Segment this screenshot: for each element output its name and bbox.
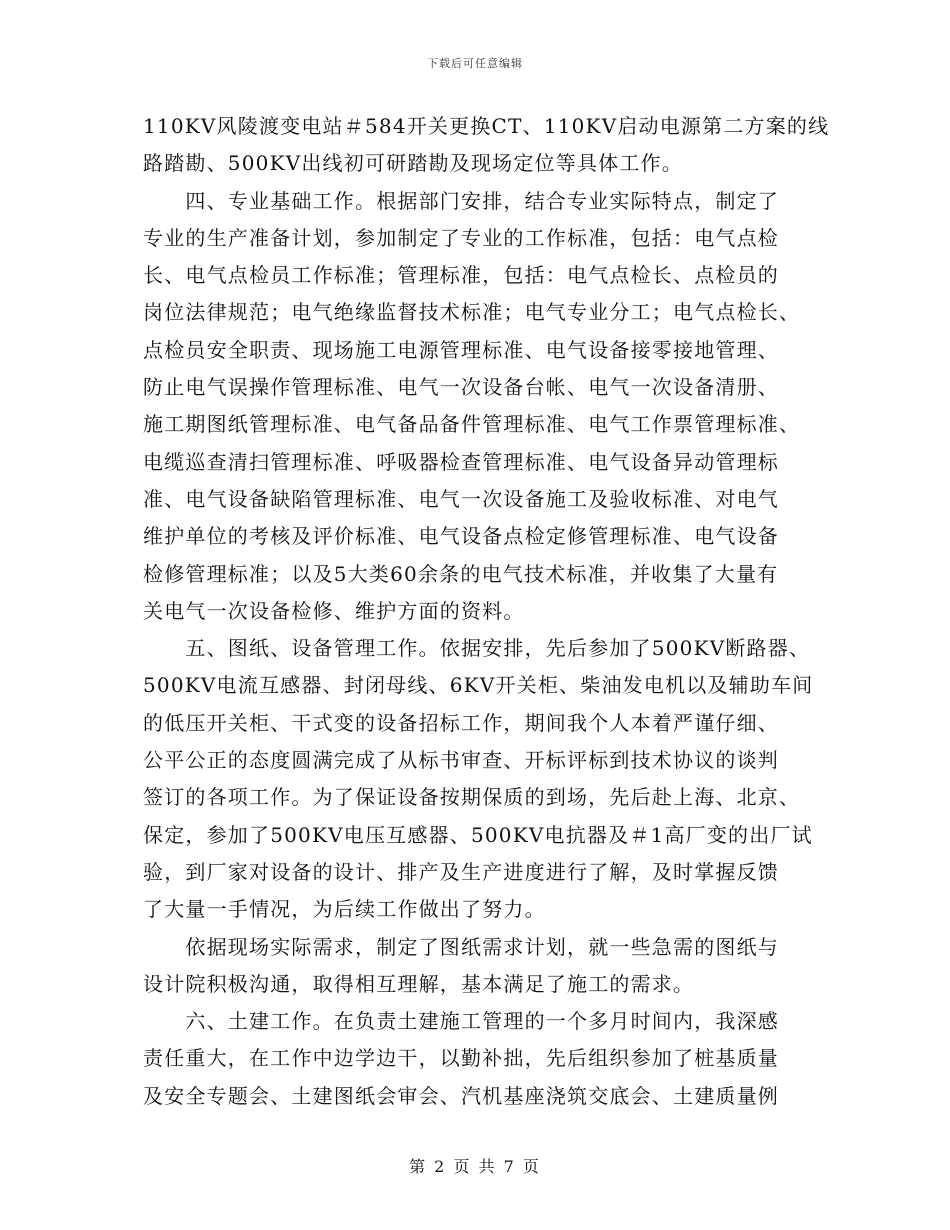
text-line: 110KV风陵渡变电站＃584开关更换CT、110KV启动电源第二方案的线 bbox=[143, 114, 830, 138]
page-header: 下载后可任意编辑 bbox=[427, 57, 523, 70]
text-line: 长、电气点检员工作标准；管理标准，包括：电气点检长、点检员的 bbox=[143, 263, 779, 288]
document-body bbox=[143, 108, 830, 1115]
text-line: 公平公正的态度圆满完成了从标书审查、开标评标到技术协议的谈判 bbox=[143, 748, 779, 773]
text-line: 设计院积极沟通，取得相互理解，基本满足了施工的需求。 bbox=[143, 971, 695, 996]
text-line: 签订的各项工作。为了保证设备按期保质的到场，先后赴上海、北京、 bbox=[143, 785, 801, 810]
text-line: 的低压开关柜、干式变的设备招标工作，期间我个人本着严谨仔细、 bbox=[143, 710, 779, 735]
text-line: 维护单位的考核及评价标准、电气设备点检定修管理标准、电气设备 bbox=[143, 524, 779, 549]
text-line: 路踏勘、500KV出线初可研踏勘及现场定位等具体工作。 bbox=[143, 151, 683, 176]
text-line: 验，到厂家对设备的设计、排产及生产进度进行了解，及时掌握反馈 bbox=[143, 859, 779, 884]
text-line: 及安全专题会、土建图纸会审会、汽机基座浇筑交底会、土建质量例 bbox=[143, 1083, 779, 1108]
text-line: 岗位法律规范；电气绝缘监督技术标准；电气专业分工；电气点检长、 bbox=[143, 300, 801, 325]
text-line: 准、电气设备缺陷管理标准、电气一次设备施工及验收标准、对电气 bbox=[143, 486, 779, 511]
text-line: 防止电气误操作管理标准、电气一次设备台帐、电气一次设备清册、 bbox=[143, 375, 779, 400]
text-line: 了大量一手情况，为后续工作做出了努力。 bbox=[143, 897, 546, 922]
text-line: 责任重大，在工作中边学边干，以勤补拙，先后组织参加了桩基质量 bbox=[143, 1046, 779, 1071]
text-line: 关电气一次设备检修、维护方面的资料。 bbox=[143, 598, 525, 623]
text-line: 五、图纸、设备管理工作。依据安排，先后参加了500KV断路器、 bbox=[143, 636, 811, 661]
text-line: 四、专业基础工作。根据部门安排，结合专业实际特点，制定了 bbox=[143, 188, 779, 213]
text-line: 专业的生产准备计划，参加制定了专业的工作标准，包括：电气点检 bbox=[143, 225, 779, 250]
text-line: 六、土建工作。在负责土建施工管理的一个多月时间内，我深感 bbox=[143, 1009, 779, 1034]
text-line: 500KV电流互感器、封闭母线、6KV开关柜、柴油发电机以及辅助车间 bbox=[143, 673, 814, 698]
text-line: 保定，参加了500KV电压互感器、500KV电抗器及＃1高厂变的出厂试 bbox=[143, 822, 813, 847]
text-line: 电缆巡查清扫管理标准、呼吸器检查管理标准、电气设备异动管理标 bbox=[143, 449, 779, 474]
text-line: 施工期图纸管理标准、电气备品备件管理标准、电气工作票管理标准、 bbox=[143, 412, 801, 437]
text-line: 依据现场实际需求，制定了图纸需求计划，就一些急需的图纸与 bbox=[143, 934, 779, 959]
text-line: 点检员安全职责、现场施工电源管理标准、电气设备接零接地管理、 bbox=[143, 337, 779, 362]
text-line: 检修管理标准；以及5大类60余条的电气技术标准，并收集了大量有 bbox=[143, 561, 779, 586]
page-footer: 第 2 页 共 7 页 bbox=[409, 1157, 541, 1176]
